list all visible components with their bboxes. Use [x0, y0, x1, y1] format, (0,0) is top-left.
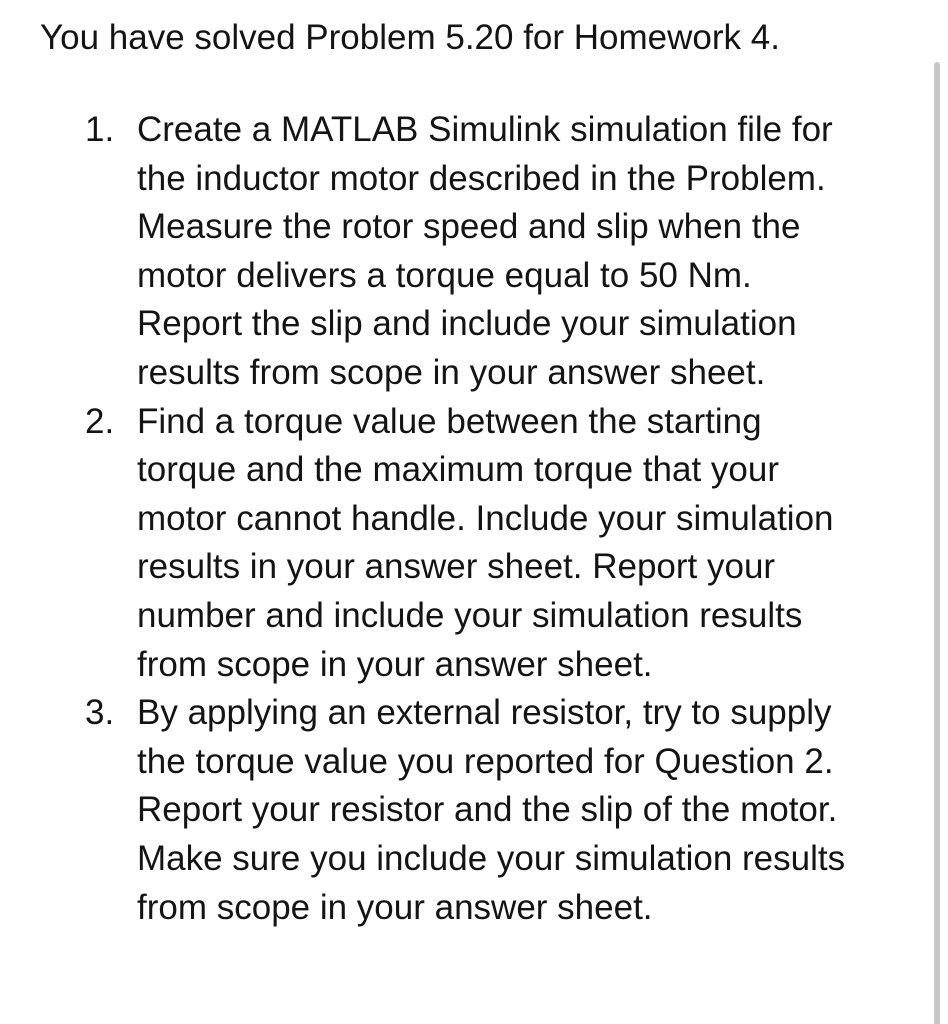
- text-line: motor delivers a torque equal to 50 Nm.: [137, 255, 752, 295]
- text-line: Report your resistor and the slip of the motor.: [137, 790, 838, 830]
- question-2: [85, 398, 915, 690]
- question-number: 2.: [85, 401, 115, 441]
- text-line: the torque value you reported for Question 2.: [137, 741, 834, 781]
- text-line: torque and the maximum torque that your: [137, 450, 780, 490]
- question-number: 3.: [85, 693, 115, 733]
- text-line: number and include your simulation results: [137, 595, 803, 635]
- text-line: Create a MATLAB Simulink simulation file for: [137, 110, 833, 149]
- question-text: [137, 398, 915, 690]
- scrollbar[interactable]: [934, 62, 940, 1024]
- text-line: results from scope in your answer sheet.: [137, 352, 766, 392]
- text-line: Report the slip and include your simulation: [137, 304, 797, 344]
- text-line: Make sure you include your simulation results: [137, 838, 846, 878]
- question-number: 1.: [85, 110, 115, 149]
- text-line: from scope in your answer sheet.: [137, 644, 653, 684]
- text-line: results in your answer sheet. Report your: [137, 547, 776, 587]
- question-1: [85, 106, 915, 398]
- text-line: By applying an external resistor, try to supply: [137, 693, 832, 733]
- text-line: motor cannot handle. Include your simulation: [137, 498, 834, 538]
- question-3: [85, 689, 915, 932]
- text-line: the inductor motor described in the Problem.: [137, 158, 826, 198]
- question-text: [137, 106, 915, 398]
- text-line: from scope in your answer sheet.: [137, 887, 653, 927]
- intro-text: You have solved Problem 5.20 for Homework 4.: [40, 18, 780, 57]
- text-line: Find a torque value between the starting: [137, 401, 762, 441]
- question-list: [85, 106, 915, 932]
- text-line: Measure the rotor speed and slip when the: [137, 207, 801, 247]
- question-text: [137, 689, 915, 932]
